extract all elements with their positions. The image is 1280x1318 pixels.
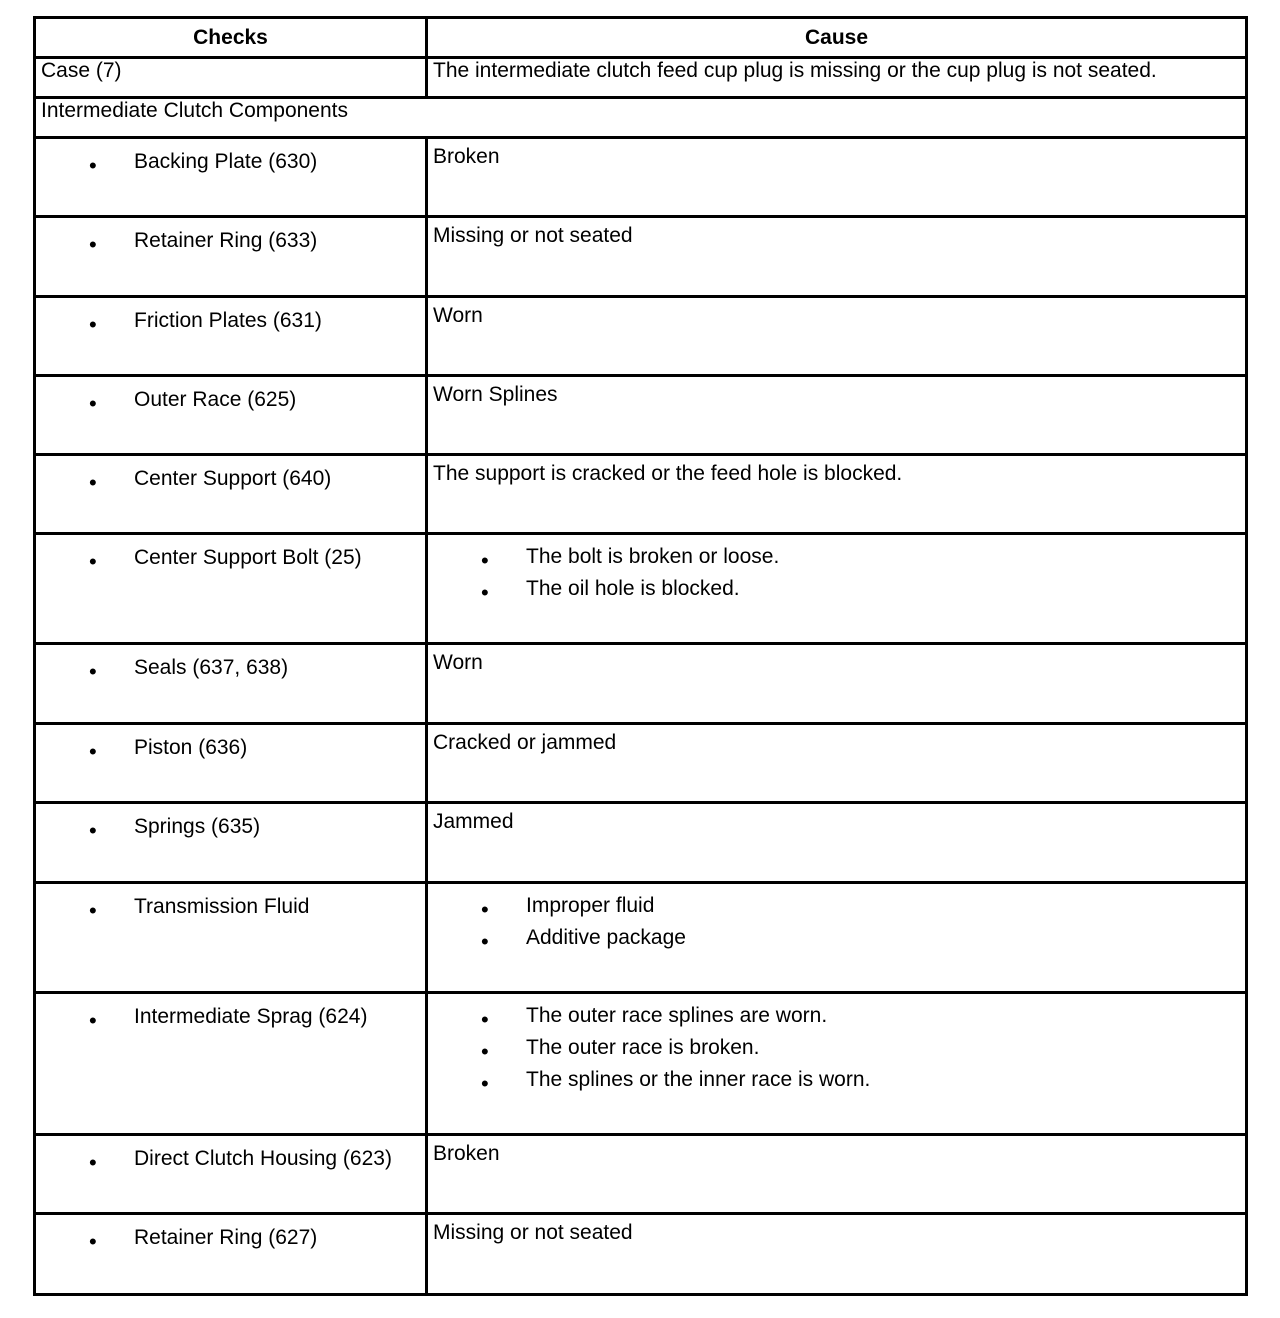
header-row: [35, 18, 1247, 58]
cause-header: Cause: [427, 18, 1247, 58]
table-row: [35, 217, 1247, 297]
check-label: Seals (637, 638): [134, 656, 289, 679]
table-row: [35, 138, 1247, 217]
case-cause-text: The intermediate clutch feed cup plug is missing or the cup plug is not seated.: [433, 59, 1157, 82]
check-label: Springs (635): [134, 815, 261, 838]
cause-cell: [427, 883, 1247, 993]
table-row: [35, 1214, 1247, 1295]
bullet-icon: •: [481, 1071, 489, 1096]
cause-cell: [427, 138, 1247, 217]
bullet-icon: •: [481, 580, 489, 605]
check-label: Outer Race (625): [134, 388, 297, 411]
bullet-icon: •: [89, 391, 97, 416]
cause-item-text: The outer race splines are worn.: [526, 1004, 828, 1027]
table-row: [35, 993, 1247, 1135]
check-label: Retainer Ring (627): [134, 1226, 318, 1249]
section-cell: [35, 98, 1247, 138]
case-check-label: Case (7): [41, 59, 122, 82]
check-label: Piston (636): [134, 736, 248, 759]
section-row: [35, 98, 1247, 138]
check-cell: [35, 217, 427, 297]
check-cell: [35, 1135, 427, 1214]
cause-item-text: The bolt is broken or loose.: [526, 545, 780, 568]
bullet-icon: •: [89, 1008, 97, 1033]
check-label: Backing Plate (630): [134, 150, 318, 173]
table-row: [35, 803, 1247, 883]
case-row: [35, 58, 1247, 98]
checks-header: Checks: [35, 18, 427, 58]
table-row: [35, 297, 1247, 376]
bullet-icon: •: [89, 312, 97, 337]
check-cell: [35, 297, 427, 376]
check-cell: [35, 724, 427, 803]
cause-text: Worn: [433, 651, 483, 674]
check-label: Transmission Fluid: [134, 895, 310, 918]
cause-text: Broken: [433, 1142, 500, 1165]
case-cause-cell: [427, 58, 1247, 98]
check-label: Center Support (640): [134, 467, 332, 490]
diagnosis-table: [33, 16, 1248, 1296]
check-cell: [35, 376, 427, 455]
table-row: [35, 376, 1247, 455]
cause-text: The support is cracked or the feed hole is blocked.: [433, 462, 903, 485]
cause-item-text: Additive package: [526, 926, 686, 949]
cause-text: Worn: [433, 304, 483, 327]
cause-cell: [427, 724, 1247, 803]
cause-item-text: The oil hole is blocked.: [526, 577, 740, 600]
table-row: [35, 724, 1247, 803]
cause-item-text: The splines or the inner race is worn.: [526, 1068, 871, 1091]
cause-text: Jammed: [433, 810, 514, 833]
bullet-icon: •: [89, 153, 97, 178]
cause-text: Broken: [433, 145, 500, 168]
table-row: [35, 1135, 1247, 1214]
bullet-icon: •: [89, 232, 97, 257]
cause-cell: [427, 1135, 1247, 1214]
bullet-icon: •: [89, 1229, 97, 1254]
cause-cell: [427, 644, 1247, 724]
bullet-icon: •: [89, 470, 97, 495]
check-cell: [35, 1214, 427, 1295]
check-label: Retainer Ring (633): [134, 229, 318, 252]
cause-cell: [427, 455, 1247, 534]
cause-text: Missing or not seated: [433, 1221, 633, 1244]
table-row: [35, 644, 1247, 724]
cause-item-text: Improper fluid: [526, 894, 655, 917]
bullet-icon: •: [89, 739, 97, 764]
cause-cell: [427, 297, 1247, 376]
bullet-icon: •: [481, 1007, 489, 1032]
cause-item-text: The outer race is broken.: [526, 1036, 760, 1059]
check-cell: [35, 455, 427, 534]
bullet-icon: •: [481, 548, 489, 573]
cause-cell: [427, 534, 1247, 644]
check-cell: [35, 138, 427, 217]
table-row: [35, 534, 1247, 644]
bullet-icon: •: [89, 1150, 97, 1175]
cause-text: Cracked or jammed: [433, 731, 617, 754]
bullet-icon: •: [89, 549, 97, 574]
bullet-icon: •: [481, 897, 489, 922]
table-row: [35, 455, 1247, 534]
cause-text: Missing or not seated: [433, 224, 633, 247]
cause-cell: [427, 217, 1247, 297]
bullet-icon: •: [481, 1039, 489, 1064]
check-cell: [35, 644, 427, 724]
bullet-icon: •: [89, 659, 97, 684]
check-label: Center Support Bolt (25): [134, 546, 362, 569]
cause-text: Worn Splines: [433, 383, 558, 406]
cause-cell: [427, 376, 1247, 455]
check-cell: [35, 803, 427, 883]
case-check-cell: [35, 58, 427, 98]
bullet-icon: •: [89, 898, 97, 923]
check-cell: [35, 883, 427, 993]
section-label: Intermediate Clutch Components: [41, 99, 348, 122]
check-cell: [35, 993, 427, 1135]
check-cell: [35, 534, 427, 644]
check-label: Direct Clutch Housing (623): [134, 1147, 392, 1170]
bullet-icon: •: [481, 929, 489, 954]
cause-cell: [427, 1214, 1247, 1295]
cause-cell: [427, 803, 1247, 883]
check-label: Friction Plates (631): [134, 309, 322, 332]
bullet-icon: •: [89, 818, 97, 843]
table-row: [35, 883, 1247, 993]
check-label: Intermediate Sprag (624): [134, 1005, 368, 1028]
cause-cell: [427, 993, 1247, 1135]
